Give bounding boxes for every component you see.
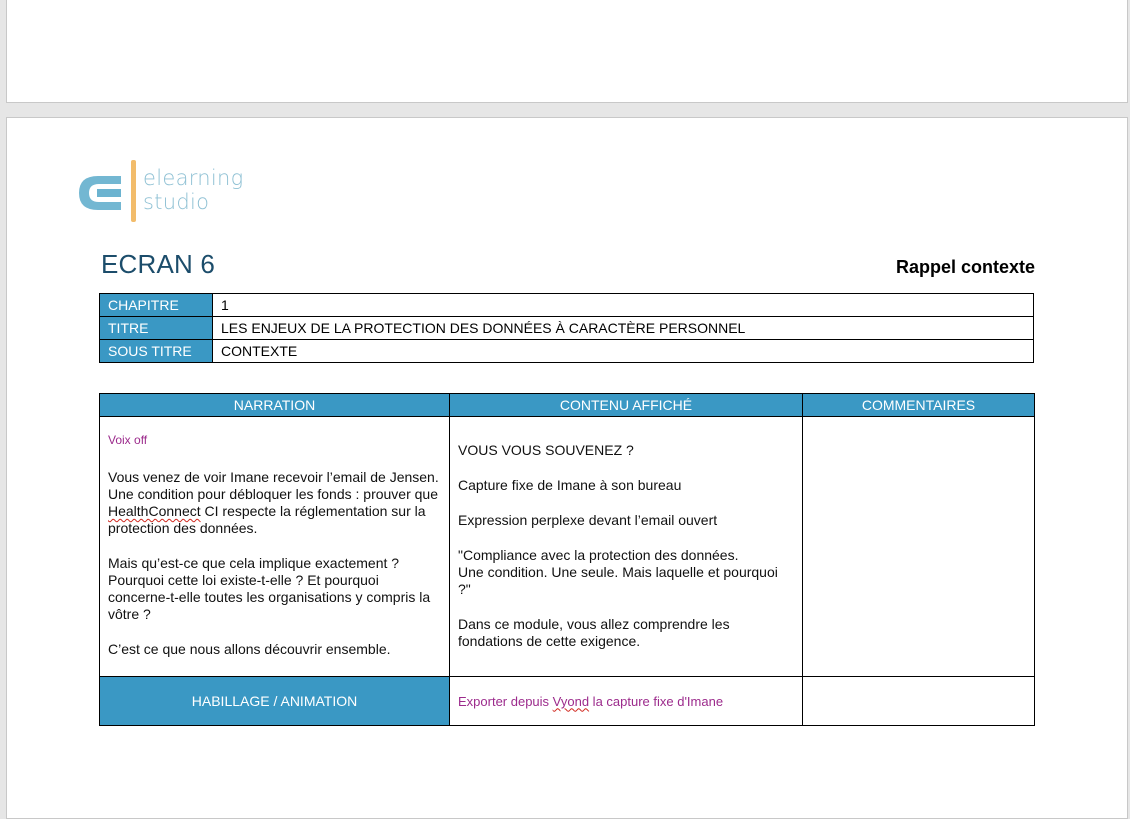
info-row-chapitre (100, 294, 1034, 317)
col-header-contenu: CONTENU AFFICHÉ (450, 394, 803, 417)
previous-page (6, 0, 1128, 103)
contenu-line-2: Capture fixe de Imane à son bureau (458, 477, 682, 493)
screen-title: ECRAN 6 (101, 249, 216, 279)
content-row (100, 417, 1035, 677)
commentaires-cell[interactable] (803, 417, 1035, 677)
logo-mark-icon (71, 158, 141, 228)
contenu-line-5: Dans ce module, vous allez comprendre les fondations de cette exigence. (458, 616, 730, 649)
footer-row (100, 677, 1035, 726)
info-label: SOUS TITRE (100, 340, 213, 363)
info-value: CONTEXTE (213, 340, 1034, 363)
info-value: 1 (213, 294, 1034, 317)
info-label: TITRE (100, 317, 213, 340)
narration-paragraph-3: C’est ce que nous allons découvrir ensemble. (108, 641, 391, 657)
info-row-titre (100, 317, 1034, 340)
narration-paragraph-2: Mais qu’est-ce que cela implique exactement ? Pourquoi cette loi existe-t-elle ? Et pourquoi concerne-t-elle toutes les organisations y compris la vôtre ? (108, 555, 431, 622)
logo-line-2: studio (143, 190, 210, 214)
contenu-cell[interactable] (450, 417, 803, 677)
header-row (100, 394, 1035, 417)
narration-paragraph-1: Vous venez de voir Imane recevoir l’email de Jensen. Une condition pour débloquer les fonds : prouver que HealthConnect CI respecte la réglementation sur la protection des données. (108, 469, 439, 536)
section-label: Rappel contexte (895, 257, 1035, 277)
contenu-line-3: Expression perplexe devant l’email ouvert (458, 512, 718, 528)
elearning-studio-logo (71, 158, 271, 228)
footer-empty-cell[interactable] (803, 677, 1035, 726)
spellcheck-flag: HealthConnect (108, 503, 201, 519)
habillage-label: HABILLAGE / ANIMATION (100, 677, 450, 726)
col-header-commentaires: COMMENTAIRES (803, 394, 1035, 417)
export-note[interactable]: Exporter depuis Vyond la capture fixe d'Imane (450, 677, 803, 726)
contenu-line-1: VOUS VOUS SOUVENEZ ? (458, 442, 634, 458)
contenu-line-4: "Compliance avec la protection des données. Une condition. Une seule. Mais laquelle et pourquoi ?" (458, 547, 778, 597)
info-label: CHAPITRE (100, 294, 213, 317)
col-header-narration: NARRATION (100, 394, 450, 417)
narration-cell[interactable] (100, 417, 450, 677)
info-row-sous-titre (100, 340, 1034, 363)
logo-wordmark (143, 166, 244, 214)
storyboard-table (99, 393, 1035, 726)
spellcheck-flag: Vyond (552, 693, 590, 709)
document-page (6, 117, 1128, 819)
logo-line-1: elearning (143, 166, 244, 190)
voix-off-label: Voix off (108, 433, 148, 447)
info-value: LES ENJEUX DE LA PROTECTION DES DONNÉES À CARACTÈRE PERSONNEL (213, 317, 1034, 340)
info-table (99, 293, 1034, 363)
